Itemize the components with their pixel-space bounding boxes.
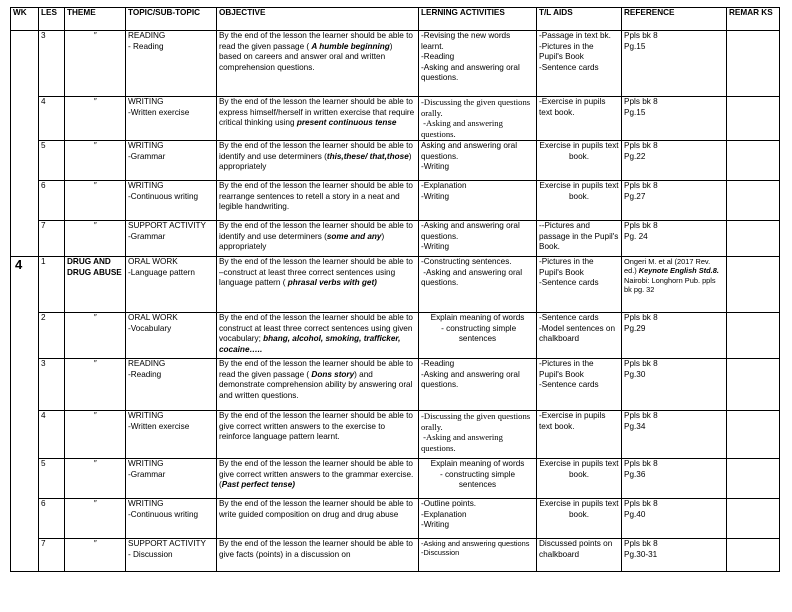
table-row [11, 31, 780, 97]
emphasis-text: phrasal verbs with get) [287, 278, 377, 288]
cell-line: ORAL WORK [128, 257, 178, 266]
aids-cell [537, 181, 622, 221]
lesson-number: 6 [39, 499, 65, 539]
cell-line: -Asking and answering oral questions. [421, 267, 525, 288]
theme-cell: ″ [65, 97, 126, 141]
emphasis-text: A humble beginning [311, 41, 390, 51]
topic-cell [126, 257, 217, 313]
cell-text: By the end of the lesson the learner should be able to read the given passage ( [219, 359, 413, 379]
cell-line: -Asking and answering oral questions. [421, 62, 523, 83]
cell-line: Ppls bk 8 [624, 359, 658, 368]
activities-cell [419, 313, 537, 359]
objective-cell [217, 257, 419, 313]
activities-cell [419, 257, 537, 313]
cell-line: -Sentence cards [539, 380, 599, 390]
emphasis-text: bhang, alcohol, smoking, trafficker, cocaine….. [219, 334, 401, 354]
cell-line: -Language pattern [128, 267, 195, 277]
header-reference: REFERENCE [622, 8, 727, 31]
cell-line: Ppls bk 8 [624, 221, 658, 230]
cell-line: ORAL WORK [128, 313, 178, 322]
header-theme: THEME [65, 8, 126, 31]
cell-text: Nairobi: Longhorn Pub. ppls bk pg. 32 [624, 275, 716, 295]
theme-cell: ″ [65, 181, 126, 221]
activities-cell [419, 359, 537, 411]
remarks-cell [727, 499, 780, 539]
remarks-cell [727, 141, 780, 181]
objective-cell [217, 539, 419, 572]
lesson-number: 2 [39, 313, 65, 359]
cell-line: -Reading [128, 369, 162, 379]
table-row [11, 411, 780, 459]
cell-line: -Pictures in the Pupil's Book [539, 359, 596, 379]
aids-cell [537, 459, 622, 499]
topic-cell [126, 459, 217, 499]
aids-cell [537, 97, 622, 141]
lesson-number: 7 [39, 221, 65, 257]
cell-line: -Continuous writing [128, 509, 199, 519]
cell-line: Ppls bk 8 [624, 499, 658, 508]
topic-cell [126, 359, 217, 411]
cell-line: -Sentence cards [539, 313, 599, 322]
cell-line: -Exercise in pupils text book. [539, 97, 608, 117]
activities-cell [419, 459, 537, 499]
scheme-of-work-table [10, 7, 780, 572]
cell-text: By the end of the lesson the learner should be able to give facts (points) in a discussion on [219, 539, 413, 559]
cell-line: -Discussing the given questions orally. [421, 411, 533, 432]
cell-line: SUPPORT ACTIVITY [128, 221, 206, 230]
cell-line: Pg.34 [624, 421, 646, 431]
cell-line: Pg. 24 [624, 231, 648, 241]
theme-cell: ″ [65, 359, 126, 411]
header-wk: WK [11, 8, 39, 31]
lesson-number: 7 [39, 539, 65, 572]
table-row [11, 359, 780, 411]
cell-text: By the end of the lesson the learner should be able to –construct at least three correct sentences using language pattern ( [219, 257, 413, 288]
lesson-number: 5 [39, 141, 65, 181]
activities-cell [419, 141, 537, 181]
cell-line: READING [128, 31, 166, 40]
theme-cell: ″ [65, 459, 126, 499]
remarks-cell [727, 97, 780, 141]
objective-cell [217, 313, 419, 359]
reference-cell [622, 459, 727, 499]
cell-text: ) appropriately [219, 151, 412, 172]
topic-cell [126, 181, 217, 221]
cell-text: By the end of the lesson the learner should be able to give correct written answers to the exercise to reinforce language pattern learnt. [219, 411, 413, 442]
cell-line: Pg.29 [624, 323, 646, 333]
cell-line: -Writing [421, 191, 450, 201]
header-aids: T/L AIDS [537, 8, 622, 31]
reference-cell [622, 411, 727, 459]
lesson-number: 1 [39, 257, 65, 313]
theme-cell: ″ [65, 539, 126, 572]
cell-line: SUPPORT ACTIVITY [128, 539, 206, 548]
cell-line: Exercise in pupils text book. [539, 181, 621, 201]
cell-line: Pg.15 [624, 41, 646, 51]
reference-cell [622, 539, 727, 572]
activities-cell [419, 221, 537, 257]
remarks-cell [727, 181, 780, 221]
cell-line: -Asking and answering questions [421, 539, 530, 548]
objective-cell [217, 411, 419, 459]
topic-cell [126, 31, 217, 97]
table-row [11, 141, 780, 181]
cell-line: Pg.15 [624, 107, 646, 117]
activities-cell [419, 31, 537, 97]
cell-line: - constructing simple sentences [439, 469, 518, 490]
cell-text: By the end of the lesson the learner should be able to write guided composition on drug and drug abuse [219, 499, 413, 519]
lesson-number: 4 [39, 411, 65, 459]
objective-cell [217, 141, 419, 181]
cell-text: By the end of the lesson the learner should be able to express himself/herself in written exercise that require critical thinking using [219, 97, 415, 128]
cell-line: -Reading [421, 52, 455, 62]
topic-cell [126, 313, 217, 359]
cell-line: -Sentence cards [539, 278, 599, 288]
header-les: LES [39, 8, 65, 31]
cell-line: WRITING [128, 181, 164, 190]
table-row [11, 221, 780, 257]
cell-line: -Written exercise [128, 421, 190, 431]
reference-cell [622, 313, 727, 359]
reference-cell [622, 97, 727, 141]
cell-text: By the end of the lesson the learner should be able to give correct written answers to the grammar exercise. ( [219, 459, 414, 490]
objective-cell [217, 97, 419, 141]
cell-line: Pg.27 [624, 191, 646, 201]
cell-line: Ppls bk 8 [624, 459, 658, 468]
cell-line: -Vocabulary [128, 323, 172, 333]
aids-cell [537, 499, 622, 539]
aids-cell [537, 539, 622, 572]
emphasis-text: present continuous tense [296, 118, 397, 128]
theme-cell: ″ [65, 141, 126, 181]
lesson-number: 3 [39, 359, 65, 411]
topic-cell [126, 411, 217, 459]
emphasis-text: some and any [326, 231, 382, 241]
emphasis-text: Past perfect tense) [221, 480, 295, 490]
cell-line: -Asking and answering oral questions. [421, 369, 523, 390]
cell-text: ) based on careers and answer oral and written comprehension questions. [219, 41, 393, 72]
cell-text: Ongeri M. et al (2017 Rev. ed.) [624, 257, 711, 276]
remarks-cell [727, 459, 780, 499]
cell-line: -Discussion [421, 548, 460, 558]
cell-line: -Grammar [128, 469, 166, 479]
cell-line: Exercise in pupils text book. [539, 141, 621, 161]
theme-cell: ″ [65, 31, 126, 97]
activities-cell [419, 539, 537, 572]
cell-text: ) and demonstrate comprehension ability by answering oral and written questions. [219, 369, 413, 400]
objective-cell [217, 31, 419, 97]
lesson-number: 5 [39, 459, 65, 499]
cell-line: Asking and answering oral questions. [421, 141, 520, 161]
activities-cell [419, 181, 537, 221]
cell-line: Pg.30-31 [624, 549, 658, 559]
aids-cell [537, 31, 622, 97]
cell-line: -Pictures in the Pupil's Book [539, 257, 596, 277]
cell-line: -Explanation [421, 181, 467, 190]
cell-line: -Pictures in the Pupil's Book [539, 41, 596, 62]
cell-line: -Grammar [128, 231, 166, 241]
cell-line: Ppls bk 8 [624, 97, 658, 106]
cell-text: By the end of the lesson the learner should be able to construct at least three correct sentences using given vocabulary; [219, 313, 413, 344]
lesson-number: 6 [39, 181, 65, 221]
theme-cell: ″ [65, 313, 126, 359]
emphasis-text: Dons story [311, 369, 355, 379]
reference-cell [622, 257, 727, 313]
header-topic: TOPIC/SUB-TOPIC [126, 8, 217, 31]
theme-cell: ″ [65, 221, 126, 257]
cell-line: Pg.30 [624, 369, 646, 379]
cell-line: Discussed points on chalkboard [539, 539, 615, 559]
cell-line: Explain meaning of words [430, 459, 525, 468]
cell-line: -Reading [421, 359, 455, 368]
cell-line: - Reading [128, 41, 164, 51]
emphasis-text: Keynote English Std.8. [638, 266, 719, 276]
aids-cell [537, 141, 622, 181]
table-row [11, 499, 780, 539]
cell-line: Ppls bk 8 [624, 31, 658, 40]
cell-line: -Sentence cards [539, 62, 599, 72]
cell-line: Ppls bk 8 [624, 411, 658, 420]
cell-text: By the end of the lesson the learner should be able to identify and use determiners ( [219, 141, 413, 161]
theme-cell: ″ [65, 411, 126, 459]
topic-cell [126, 97, 217, 141]
cell-line: -Grammar [128, 151, 166, 161]
objective-cell [217, 359, 419, 411]
week-cell: 4 [11, 257, 39, 572]
aids-cell [537, 359, 622, 411]
cell-line: -Written exercise [128, 107, 190, 117]
cell-line: Pg.36 [624, 469, 646, 479]
week-cell [11, 31, 39, 257]
lesson-number: 4 [39, 97, 65, 141]
remarks-cell [727, 411, 780, 459]
cell-line: --Pictures and passage in the Pupil's Book. [539, 221, 621, 252]
cell-line: -Passage in text bk. [539, 31, 611, 40]
theme-cell: ″ [65, 499, 126, 539]
cell-line: Ppls bk 8 [624, 141, 658, 150]
header-row [11, 8, 780, 31]
cell-line: -Writing [421, 520, 450, 530]
table-row [11, 459, 780, 499]
cell-line: -Asking and answering questions. [421, 432, 506, 453]
cell-line: Exercise in pupils text book. [539, 499, 621, 519]
topic-cell [126, 539, 217, 572]
cell-line: -Constructing sentences. [421, 257, 512, 266]
cell-line: -Writing [421, 242, 450, 252]
emphasis-text: this,these/ that,those [326, 151, 409, 161]
remarks-cell [727, 313, 780, 359]
objective-cell [217, 459, 419, 499]
reference-cell [622, 31, 727, 97]
cell-line: WRITING [128, 499, 164, 508]
table-row [11, 313, 780, 359]
cell-line: Explain meaning of words [430, 313, 525, 322]
header-objective: OBJECTIVE [217, 8, 419, 31]
lesson-number: 3 [39, 31, 65, 97]
cell-text: ) appropriately [219, 231, 385, 252]
objective-cell [217, 181, 419, 221]
table-row [11, 539, 780, 572]
table-row [11, 181, 780, 221]
aids-cell [537, 313, 622, 359]
cell-line: Pg.22 [624, 151, 646, 161]
cell-line: Ppls bk 8 [624, 313, 658, 322]
topic-cell [126, 221, 217, 257]
remarks-cell [727, 221, 780, 257]
cell-line: Ppls bk 8 [624, 539, 658, 548]
cell-line: -Asking and answering oral questions. [421, 221, 523, 241]
header-activities: LERNING ACTIVITIES [419, 8, 537, 31]
reference-cell [622, 141, 727, 181]
cell-line: Ppls bk 8 [624, 181, 658, 190]
aids-cell [537, 221, 622, 257]
reference-cell [622, 499, 727, 539]
remarks-cell [727, 257, 780, 313]
cell-line: -Writing [421, 162, 450, 172]
cell-line: Exercise in pupils text book. [539, 459, 621, 479]
objective-cell [217, 221, 419, 257]
cell-line: -Outline points. [421, 499, 477, 508]
cell-line: READING [128, 359, 166, 368]
remarks-cell [727, 359, 780, 411]
cell-line: -Discussing the given questions orally. [421, 97, 533, 118]
cell-line: WRITING [128, 459, 164, 468]
theme-cell: DRUG AND DRUG ABUSE [65, 257, 126, 313]
reference-cell [622, 181, 727, 221]
reference-cell [622, 221, 727, 257]
cell-line: -Continuous writing [128, 191, 199, 201]
aids-cell [537, 257, 622, 313]
table-row [11, 97, 780, 141]
cell-line: -Exercise in pupils text book. [539, 411, 608, 431]
remarks-cell [727, 31, 780, 97]
header-remarks: REMAR KS [727, 8, 780, 31]
table-row [11, 257, 780, 313]
cell-line: - constructing simple sentences [438, 323, 519, 344]
cell-line: Pg.40 [624, 509, 646, 519]
cell-line: -Revising the new words learnt. [421, 31, 513, 51]
cell-text: By the end of the lesson the learner should be able to rearrange sentences to retell a story in a neat and legible handwriting. [219, 181, 413, 212]
cell-line: -Model sentences on chalkboard [539, 323, 618, 344]
cell-line: WRITING [128, 411, 164, 420]
cell-line: -Explanation [421, 509, 467, 519]
activities-cell [419, 411, 537, 459]
remarks-cell [727, 539, 780, 572]
cell-line: - Discussion [128, 549, 173, 559]
activities-cell [419, 499, 537, 539]
cell-text: By the end of the lesson the learner should be able to read the given passage ( [219, 31, 413, 51]
aids-cell [537, 411, 622, 459]
topic-cell [126, 499, 217, 539]
cell-line: WRITING [128, 141, 164, 150]
activities-cell [419, 97, 537, 141]
objective-cell [217, 499, 419, 539]
cell-line: -Asking and answering questions. [421, 118, 506, 139]
cell-text: By the end of the lesson the learner should be able to identify and use determiners ( [219, 221, 413, 241]
topic-cell [126, 141, 217, 181]
cell-line: WRITING [128, 97, 164, 106]
reference-cell [622, 359, 727, 411]
